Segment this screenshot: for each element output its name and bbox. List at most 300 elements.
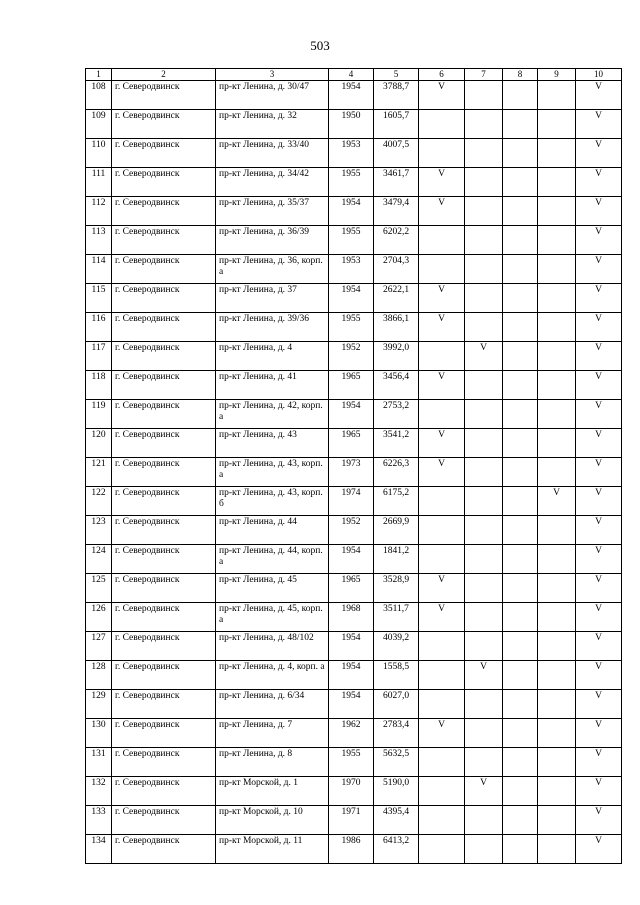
row-number-cell: 127 (86, 632, 112, 661)
mark-cell-6 (419, 690, 465, 719)
city-cell: г. Северодвинск (112, 110, 216, 139)
mark-cell-7 (465, 429, 503, 458)
mark-cell-7 (465, 197, 503, 226)
mark-cell-7: V (465, 661, 503, 690)
table-row (86, 545, 622, 574)
mark-cell-9 (538, 458, 576, 487)
row-number-cell: 129 (86, 690, 112, 719)
mark-cell-9 (538, 400, 576, 429)
address-cell: пр-кт Ленина, д. 45 (216, 574, 329, 603)
column-header: 10 (576, 69, 622, 81)
table-row (86, 400, 622, 429)
area-cell: 1605,7 (374, 110, 419, 139)
mark-cell-9 (538, 81, 576, 110)
city-cell: г. Северодвинск (112, 226, 216, 255)
area-cell: 6413,2 (374, 835, 419, 864)
mark-cell-7: V (465, 777, 503, 806)
mark-cell-7 (465, 487, 503, 516)
mark-cell-7 (465, 748, 503, 777)
mark-cell-7 (465, 516, 503, 545)
year-built-cell: 1954 (329, 400, 374, 429)
area-cell: 4039,2 (374, 632, 419, 661)
row-number-cell: 117 (86, 342, 112, 371)
area-cell: 3788,7 (374, 81, 419, 110)
row-number-cell: 114 (86, 255, 112, 284)
table-row (86, 574, 622, 603)
mark-cell-9 (538, 516, 576, 545)
mark-cell-6 (419, 255, 465, 284)
mark-cell-9 (538, 197, 576, 226)
row-number-cell: 124 (86, 545, 112, 574)
year-built-cell: 1973 (329, 458, 374, 487)
mark-cell-8 (503, 400, 538, 429)
year-built-cell: 1954 (329, 690, 374, 719)
city-cell: г. Северодвинск (112, 835, 216, 864)
mark-cell-8 (503, 458, 538, 487)
mark-cell-9 (538, 313, 576, 342)
area-cell: 2704,3 (374, 255, 419, 284)
mark-cell-6 (419, 806, 465, 835)
area-cell: 2753,2 (374, 400, 419, 429)
mark-cell-8 (503, 81, 538, 110)
city-cell: г. Северодвинск (112, 139, 216, 168)
mark-cell-9 (538, 748, 576, 777)
city-cell: г. Северодвинск (112, 81, 216, 110)
address-cell: пр-кт Ленина, д. 32 (216, 110, 329, 139)
mark-cell-7 (465, 835, 503, 864)
mark-cell-8 (503, 661, 538, 690)
column-header: 2 (112, 69, 216, 81)
mark-cell-6 (419, 516, 465, 545)
city-cell: г. Северодвинск (112, 284, 216, 313)
mark-cell-8 (503, 342, 538, 371)
table-row (86, 458, 622, 487)
area-cell: 2783,4 (374, 719, 419, 748)
mark-cell-6 (419, 777, 465, 806)
mark-cell-8 (503, 545, 538, 574)
mark-cell-8 (503, 748, 538, 777)
address-cell: пр-кт Ленина, д. 7 (216, 719, 329, 748)
column-header: 9 (538, 69, 576, 81)
row-number-cell: 110 (86, 139, 112, 168)
year-built-cell: 1970 (329, 777, 374, 806)
table-row (86, 284, 622, 313)
column-header: 7 (465, 69, 503, 81)
mark-cell-6 (419, 226, 465, 255)
year-built-cell: 1968 (329, 603, 374, 632)
page-number: 503 (310, 38, 330, 53)
mark-cell-6 (419, 342, 465, 371)
mark-cell-9 (538, 110, 576, 139)
mark-cell-7 (465, 168, 503, 197)
area-cell: 3479,4 (374, 197, 419, 226)
mark-cell-6: V (419, 429, 465, 458)
mark-cell-6 (419, 400, 465, 429)
mark-cell-8 (503, 110, 538, 139)
address-cell: пр-кт Ленина, д. 43, корп. б (216, 487, 329, 516)
table-row (86, 255, 622, 284)
mark-cell-10: V (576, 168, 622, 197)
year-built-cell: 1971 (329, 806, 374, 835)
mark-cell-9 (538, 429, 576, 458)
mark-cell-7 (465, 806, 503, 835)
city-cell: г. Северодвинск (112, 777, 216, 806)
mark-cell-10: V (576, 661, 622, 690)
year-built-cell: 1955 (329, 313, 374, 342)
row-number-cell: 122 (86, 487, 112, 516)
mark-cell-9 (538, 835, 576, 864)
year-built-cell: 1965 (329, 574, 374, 603)
mark-cell-6: V (419, 371, 465, 400)
mark-cell-8 (503, 371, 538, 400)
city-cell: г. Северодвинск (112, 545, 216, 574)
address-cell: пр-кт Ленина, д. 4, корп. а (216, 661, 329, 690)
mark-cell-9 (538, 371, 576, 400)
row-number-cell: 113 (86, 226, 112, 255)
mark-cell-9 (538, 806, 576, 835)
mark-cell-10: V (576, 429, 622, 458)
mark-cell-10: V (576, 806, 622, 835)
mark-cell-8 (503, 806, 538, 835)
row-number-cell: 131 (86, 748, 112, 777)
mark-cell-9 (538, 139, 576, 168)
row-number-cell: 132 (86, 777, 112, 806)
mark-cell-7 (465, 603, 503, 632)
row-number-cell: 123 (86, 516, 112, 545)
area-cell: 3461,7 (374, 168, 419, 197)
city-cell: г. Северодвинск (112, 574, 216, 603)
area-cell: 4395,4 (374, 806, 419, 835)
mark-cell-8 (503, 429, 538, 458)
city-cell: г. Северодвинск (112, 197, 216, 226)
year-built-cell: 1953 (329, 255, 374, 284)
mark-cell-9 (538, 777, 576, 806)
mark-cell-6 (419, 110, 465, 139)
mark-cell-7 (465, 139, 503, 168)
address-cell: пр-кт Морской, д. 1 (216, 777, 329, 806)
area-cell: 2669,9 (374, 516, 419, 545)
year-built-cell: 1986 (329, 835, 374, 864)
row-number-cell: 120 (86, 429, 112, 458)
city-cell: г. Северодвинск (112, 342, 216, 371)
mark-cell-6: V (419, 81, 465, 110)
address-cell: пр-кт Морской, д. 11 (216, 835, 329, 864)
mark-cell-8 (503, 574, 538, 603)
mark-cell-10: V (576, 400, 622, 429)
mark-cell-10: V (576, 226, 622, 255)
area-cell: 1841,2 (374, 545, 419, 574)
mark-cell-10: V (576, 835, 622, 864)
mark-cell-6: V (419, 603, 465, 632)
year-built-cell: 1962 (329, 719, 374, 748)
row-number-cell: 121 (86, 458, 112, 487)
year-built-cell: 1954 (329, 197, 374, 226)
row-number-cell: 116 (86, 313, 112, 342)
address-cell: пр-кт Ленина, д. 33/40 (216, 139, 329, 168)
city-cell: г. Северодвинск (112, 806, 216, 835)
year-built-cell: 1954 (329, 545, 374, 574)
city-cell: г. Северодвинск (112, 516, 216, 545)
mark-cell-9 (538, 574, 576, 603)
table-row (86, 661, 622, 690)
mark-cell-7 (465, 284, 503, 313)
mark-cell-10: V (576, 487, 622, 516)
mark-cell-10: V (576, 777, 622, 806)
mark-cell-9 (538, 342, 576, 371)
city-cell: г. Северодвинск (112, 487, 216, 516)
mark-cell-6: V (419, 168, 465, 197)
mark-cell-10: V (576, 603, 622, 632)
row-number-cell: 109 (86, 110, 112, 139)
mark-cell-10: V (576, 719, 622, 748)
mark-cell-8 (503, 835, 538, 864)
city-cell: г. Северодвинск (112, 255, 216, 284)
mark-cell-8 (503, 255, 538, 284)
table-row (86, 371, 622, 400)
city-cell: г. Северодвинск (112, 632, 216, 661)
city-cell: г. Северодвинск (112, 429, 216, 458)
table-row (86, 342, 622, 371)
city-cell: г. Северодвинск (112, 400, 216, 429)
area-cell: 6175,2 (374, 487, 419, 516)
year-built-cell: 1954 (329, 661, 374, 690)
year-built-cell: 1950 (329, 110, 374, 139)
table-row (86, 168, 622, 197)
year-built-cell: 1954 (329, 81, 374, 110)
city-cell: г. Северодвинск (112, 603, 216, 632)
area-cell: 3511,7 (374, 603, 419, 632)
city-cell: г. Северодвинск (112, 719, 216, 748)
mark-cell-10: V (576, 458, 622, 487)
mark-cell-8 (503, 487, 538, 516)
city-cell: г. Северодвинск (112, 458, 216, 487)
area-cell: 1558,5 (374, 661, 419, 690)
mark-cell-10: V (576, 313, 622, 342)
year-built-cell: 1954 (329, 284, 374, 313)
year-built-cell: 1954 (329, 632, 374, 661)
mark-cell-8 (503, 168, 538, 197)
row-number-cell: 119 (86, 400, 112, 429)
mark-cell-7: V (465, 342, 503, 371)
table-row (86, 719, 622, 748)
mark-cell-7 (465, 400, 503, 429)
mark-cell-9 (538, 255, 576, 284)
mark-cell-10: V (576, 516, 622, 545)
address-cell: пр-кт Ленина, д. 37 (216, 284, 329, 313)
table-row (86, 806, 622, 835)
address-cell: пр-кт Ленина, д. 6/34 (216, 690, 329, 719)
mark-cell-6 (419, 835, 465, 864)
mark-cell-7 (465, 690, 503, 719)
area-cell: 3866,1 (374, 313, 419, 342)
row-number-cell: 130 (86, 719, 112, 748)
mark-cell-9 (538, 168, 576, 197)
row-number-cell: 115 (86, 284, 112, 313)
mark-cell-6: V (419, 284, 465, 313)
mark-cell-6 (419, 748, 465, 777)
year-built-cell: 1955 (329, 168, 374, 197)
address-cell: пр-кт Ленина, д. 44 (216, 516, 329, 545)
mark-cell-10: V (576, 574, 622, 603)
address-cell: пр-кт Ленина, д. 41 (216, 371, 329, 400)
mark-cell-8 (503, 632, 538, 661)
mark-cell-8 (503, 516, 538, 545)
area-cell: 4007,5 (374, 139, 419, 168)
address-cell: пр-кт Ленина, д. 48/102 (216, 632, 329, 661)
mark-cell-7 (465, 313, 503, 342)
area-cell: 6027,0 (374, 690, 419, 719)
mark-cell-10: V (576, 342, 622, 371)
area-cell: 6226,3 (374, 458, 419, 487)
mark-cell-7 (465, 719, 503, 748)
year-built-cell: 1955 (329, 748, 374, 777)
year-built-cell: 1965 (329, 371, 374, 400)
mark-cell-7 (465, 81, 503, 110)
mark-cell-7 (465, 226, 503, 255)
year-built-cell: 1955 (329, 226, 374, 255)
row-number-cell: 112 (86, 197, 112, 226)
mark-cell-6 (419, 545, 465, 574)
table-row (86, 81, 622, 110)
mark-cell-6: V (419, 719, 465, 748)
mark-cell-9 (538, 545, 576, 574)
table-row (86, 603, 622, 632)
mark-cell-7 (465, 458, 503, 487)
table-row (86, 197, 622, 226)
city-cell: г. Северодвинск (112, 661, 216, 690)
mark-cell-10: V (576, 255, 622, 284)
mark-cell-9 (538, 632, 576, 661)
table-row (86, 690, 622, 719)
area-cell: 5632,5 (374, 748, 419, 777)
table-row (86, 748, 622, 777)
row-number-cell: 118 (86, 371, 112, 400)
column-header: 6 (419, 69, 465, 81)
year-built-cell: 1953 (329, 139, 374, 168)
mark-cell-8 (503, 313, 538, 342)
city-cell: г. Северодвинск (112, 313, 216, 342)
table-row (86, 139, 622, 168)
mark-cell-6 (419, 139, 465, 168)
area-cell: 3528,9 (374, 574, 419, 603)
city-cell: г. Северодвинск (112, 748, 216, 777)
area-cell: 3992,0 (374, 342, 419, 371)
row-number-cell: 126 (86, 603, 112, 632)
row-number-cell: 133 (86, 806, 112, 835)
mark-cell-7 (465, 371, 503, 400)
mark-cell-8 (503, 719, 538, 748)
mark-cell-9 (538, 719, 576, 748)
table-row (86, 110, 622, 139)
mark-cell-10: V (576, 110, 622, 139)
row-number-cell: 108 (86, 81, 112, 110)
mark-cell-10: V (576, 197, 622, 226)
mark-cell-10: V (576, 690, 622, 719)
mark-cell-8 (503, 690, 538, 719)
mark-cell-9 (538, 603, 576, 632)
year-built-cell: 1952 (329, 516, 374, 545)
area-cell: 3456,4 (374, 371, 419, 400)
column-header: 8 (503, 69, 538, 81)
address-cell: пр-кт Ленина, д. 36/39 (216, 226, 329, 255)
table-header-row (86, 69, 622, 81)
table-row (86, 516, 622, 545)
address-cell: пр-кт Ленина, д. 8 (216, 748, 329, 777)
address-cell: пр-кт Ленина, д. 35/37 (216, 197, 329, 226)
mark-cell-10: V (576, 284, 622, 313)
area-cell: 5190,0 (374, 777, 419, 806)
address-cell: пр-кт Ленина, д. 4 (216, 342, 329, 371)
address-cell: пр-кт Ленина, д. 43, корп. а (216, 458, 329, 487)
column-header: 4 (329, 69, 374, 81)
mark-cell-8 (503, 226, 538, 255)
row-number-cell: 128 (86, 661, 112, 690)
column-header: 1 (86, 69, 112, 81)
row-number-cell: 125 (86, 574, 112, 603)
address-cell: пр-кт Ленина, д. 39/36 (216, 313, 329, 342)
mark-cell-7 (465, 545, 503, 574)
area-cell: 3541,2 (374, 429, 419, 458)
table-row (86, 835, 622, 864)
mark-cell-6 (419, 632, 465, 661)
column-header: 3 (216, 69, 329, 81)
mark-cell-7 (465, 632, 503, 661)
mark-cell-9: V (538, 487, 576, 516)
mark-cell-6: V (419, 313, 465, 342)
table-row (86, 632, 622, 661)
year-built-cell: 1974 (329, 487, 374, 516)
mark-cell-9 (538, 661, 576, 690)
mark-cell-7 (465, 110, 503, 139)
mark-cell-8 (503, 284, 538, 313)
mark-cell-8 (503, 603, 538, 632)
mark-cell-8 (503, 777, 538, 806)
address-cell: пр-кт Морской, д. 10 (216, 806, 329, 835)
city-cell: г. Северодвинск (112, 371, 216, 400)
mark-cell-8 (503, 139, 538, 168)
address-cell: пр-кт Ленина, д. 34/42 (216, 168, 329, 197)
row-number-cell: 111 (86, 168, 112, 197)
mark-cell-7 (465, 255, 503, 284)
housing-register-table (85, 68, 622, 864)
area-cell: 2622,1 (374, 284, 419, 313)
address-cell: пр-кт Ленина, д. 44, корп. а (216, 545, 329, 574)
year-built-cell: 1952 (329, 342, 374, 371)
table-row (86, 487, 622, 516)
address-cell: пр-кт Ленина, д. 36, корп. а (216, 255, 329, 284)
address-cell: пр-кт Ленина, д. 43 (216, 429, 329, 458)
table-row (86, 777, 622, 806)
mark-cell-9 (538, 690, 576, 719)
mark-cell-10: V (576, 139, 622, 168)
mark-cell-10: V (576, 632, 622, 661)
mark-cell-6: V (419, 197, 465, 226)
address-cell: пр-кт Ленина, д. 30/47 (216, 81, 329, 110)
table-row (86, 226, 622, 255)
city-cell: г. Северодвинск (112, 168, 216, 197)
mark-cell-6 (419, 487, 465, 516)
row-number-cell: 134 (86, 835, 112, 864)
mark-cell-6: V (419, 458, 465, 487)
mark-cell-9 (538, 284, 576, 313)
address-cell: пр-кт Ленина, д. 45, корп. а (216, 603, 329, 632)
year-built-cell: 1965 (329, 429, 374, 458)
mark-cell-7 (465, 574, 503, 603)
mark-cell-10: V (576, 748, 622, 777)
address-cell: пр-кт Ленина, д. 42, корп. а (216, 400, 329, 429)
area-cell: 6202,2 (374, 226, 419, 255)
mark-cell-10: V (576, 545, 622, 574)
